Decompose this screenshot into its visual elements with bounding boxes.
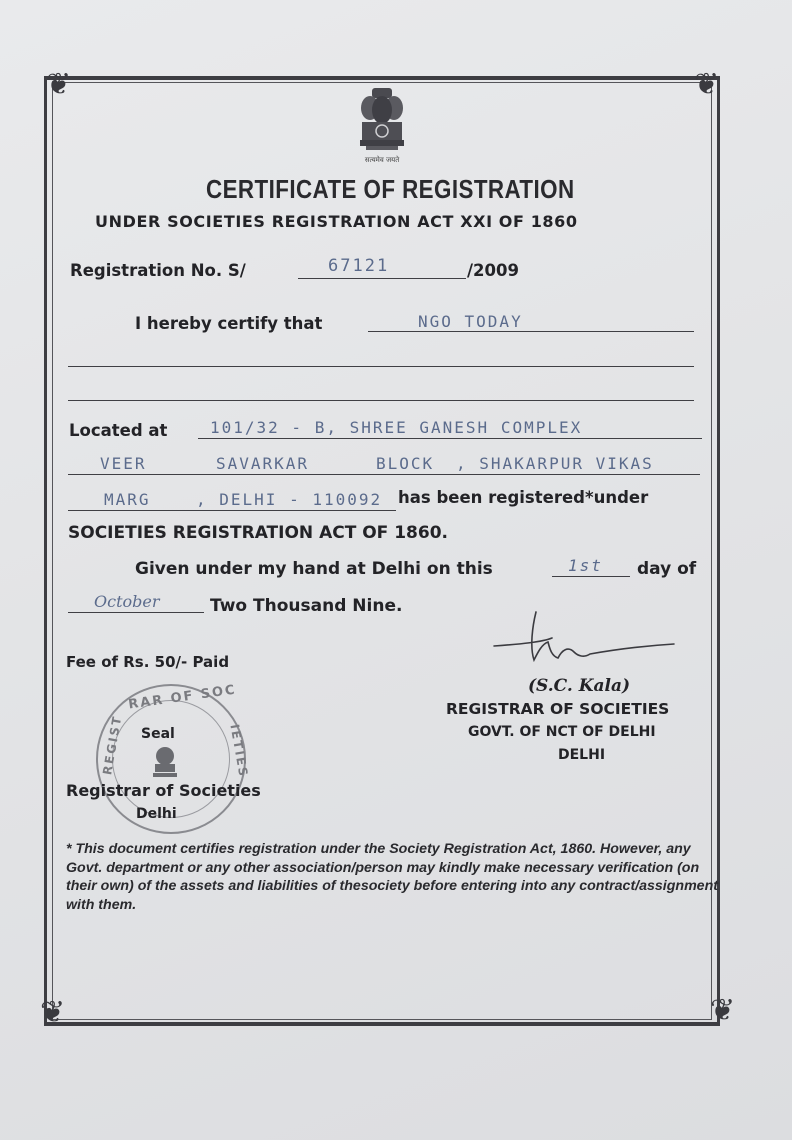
registrar-city: DELHI xyxy=(558,747,606,763)
blank-line-2 xyxy=(68,400,694,401)
registered-text: has been registered*under xyxy=(398,488,649,507)
registrar-signature xyxy=(492,608,682,668)
given-text: Given under my hand at Delhi on this xyxy=(135,559,493,579)
certify-label: I hereby certify that xyxy=(135,314,323,333)
act-text: SOCIETIES REGISTRATION ACT OF 1860. xyxy=(68,523,448,543)
registrar-title: REGISTRAR OF SOCIETIES xyxy=(446,700,670,718)
address-line-3 xyxy=(68,510,396,511)
emblem-motto: सत्यमेव जयते xyxy=(364,156,400,164)
registration-number-line xyxy=(298,278,466,279)
address-text-1: 101/32 - B, SHREE GANESH COMPLEX xyxy=(210,418,583,437)
address-text-2c: BLOCK xyxy=(376,454,435,473)
corner-ornament-top-right: ❦ xyxy=(694,67,720,102)
address-text-2a: VEER xyxy=(100,454,147,473)
day-suffix: day of xyxy=(637,559,697,579)
address-text-2d: , SHAKARPUR VIKAS xyxy=(456,454,654,473)
society-name-line xyxy=(368,331,694,332)
month-line xyxy=(68,612,204,613)
corner-ornament-bottom-right: ❦ xyxy=(710,993,736,1028)
day-line xyxy=(552,576,630,577)
footnote-disclaimer: * This document certifies registration under the Society Registration Act, 1860. However, any Govt. department or any other association/person may kindly make necessary verification (on their own) of the assets and liabilities of thesociety before entering into any contract/assignment with them. xyxy=(66,841,718,913)
address-line-2 xyxy=(68,474,700,475)
registrar-name: (S.C. Kala) xyxy=(528,676,631,696)
address-text-3b: , DELHI - 110092 xyxy=(196,490,383,509)
address-line-1 xyxy=(198,438,702,439)
certificate-subtitle: UNDER SOCIETIES REGISTRATION ACT XXI OF 1860 xyxy=(95,212,578,231)
registration-label: Registration No. S/ xyxy=(70,261,246,280)
corner-ornament-bottom-left: ❦ xyxy=(40,995,66,1030)
society-name: NGO TODAY xyxy=(418,312,523,331)
certificate-title: CERTIFICATE OF REGISTRATION xyxy=(206,174,575,204)
fee-text: Fee of Rs. 50/- Paid xyxy=(66,653,230,671)
seal-city: Delhi xyxy=(136,806,177,822)
seal-center-text: Seal xyxy=(141,726,175,742)
national-emblem-icon xyxy=(352,86,412,166)
seal-ring-right-text: IETIES xyxy=(227,723,251,779)
seal-label: Registrar of Societies xyxy=(66,781,261,800)
seal-ring-top-text: RAR OF SOC xyxy=(127,682,238,713)
seal-ring-left-text: REGIST xyxy=(100,713,125,777)
address-text-3a: MARG xyxy=(104,490,151,509)
registration-year: /2009 xyxy=(467,261,519,280)
location-label: Located at xyxy=(69,421,168,440)
month-value: October xyxy=(94,592,160,611)
corner-ornament-top-left: ❦ xyxy=(46,67,72,102)
seal-emblem-icon xyxy=(150,746,180,780)
year-text: Two Thousand Nine. xyxy=(210,596,403,616)
registrar-govt: GOVT. OF NCT OF DELHI xyxy=(468,724,656,740)
address-text-2b: SAVARKAR xyxy=(216,454,310,473)
registration-number: 67121 xyxy=(328,256,390,276)
blank-line-1 xyxy=(68,366,694,367)
day-value: 1st xyxy=(568,556,603,575)
